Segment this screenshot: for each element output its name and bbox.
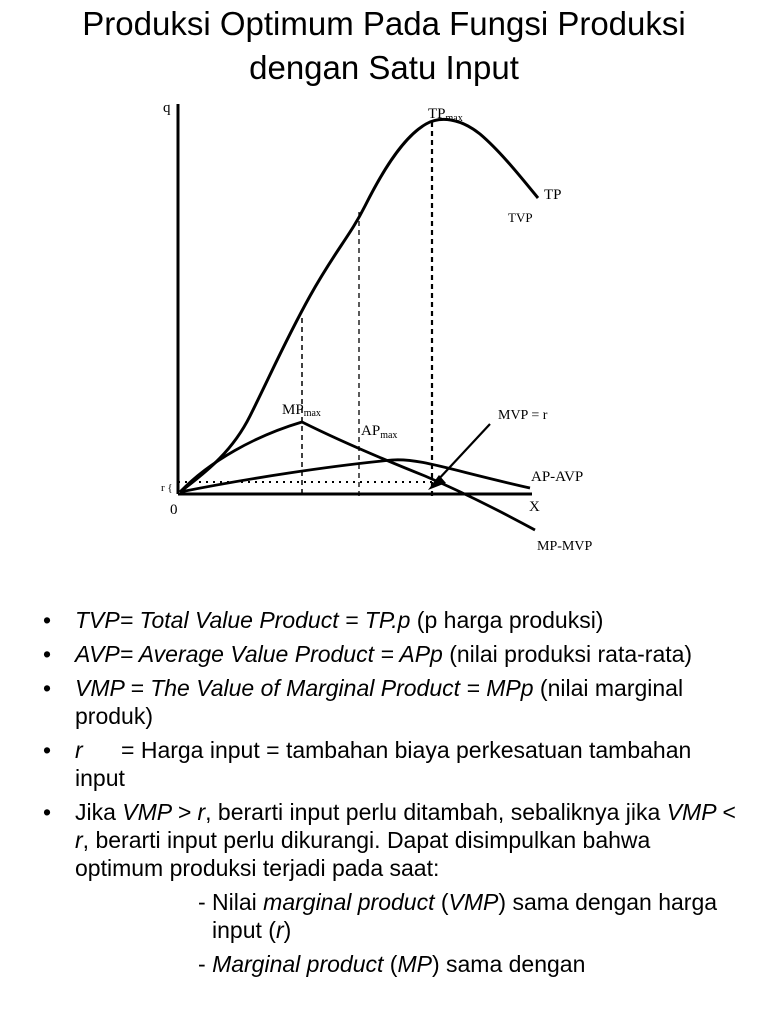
sub1-part-1: - Nilai [198,889,264,915]
subitem-mp-equals [75,950,740,978]
condition-vmp-greater: VMP > r [122,799,206,825]
definition-list [0,606,740,984]
bullet-avp-term: AVP= Average Value Product = APp [75,641,443,667]
ap-curve [180,460,530,492]
bullet-vmp [0,674,740,730]
bullet-dot: • [43,641,52,667]
bullet-r [0,736,740,792]
x-axis-label: X [529,499,540,515]
tp-max-main: TP [428,106,446,122]
r-axis-mark: r { [161,482,173,494]
bullet-vmp-term: VMP = The Value of Marginal Product = MPp [75,675,534,701]
sub1-term-3: r [275,917,284,943]
mp-mvp-label: MP-MVP [537,539,593,554]
ap-max-label [361,423,397,441]
condition-vmp-less: VMP < r [75,799,736,853]
bullet-dot: • [43,799,52,825]
sub1-part-4: ) [283,917,292,943]
bullet-dot: • [43,607,52,633]
tp-max-label [428,106,463,124]
sub1-part-2: ( [434,889,449,915]
bullet-r-desc: = Harga input = tambahan biaya perkesatuan tambahan input [75,737,698,791]
condition-part-3: , berarti input perlu dikurangi. Dapat disimpulkan bahwa optimum produksi terjadi pada saat: [75,827,651,881]
bullet-tvp-term: TVP= Total Value Product = TP.p [75,607,411,633]
subitem-vmp-equals-r [75,888,740,944]
sub1-part-3: ) sama dengan harga input ( [212,889,718,943]
production-function-diagram [160,96,620,558]
bullet-dot: • [43,737,52,763]
sub2-term-2: MP [397,951,432,977]
origin-label: 0 [170,502,178,518]
ap-avp-label: AP-AVP [531,469,584,485]
q-axis-label: q [163,100,171,116]
sub2-part-2: ( [383,951,398,977]
bullet-avp-desc: (nilai produksi rata-rata) [442,641,693,667]
bullet-tvp-desc: (p harga produksi) [410,607,604,633]
sub2-part-1: - [198,951,213,977]
tp-max-sub: max [445,113,463,124]
title-line-1: Produksi Optimum Pada Fungsi Produksi [82,5,686,42]
bullet-dot: • [43,675,52,701]
sub1-term-1: marginal product [263,889,435,915]
mp-max-sub: max [303,408,321,419]
bullet-avp [0,640,740,668]
tvp-label: TVP [508,210,533,225]
condition-part-2: , berarti input perlu ditambah, sebaliknya jika [205,799,667,825]
bullet-r-term: r [75,737,83,763]
mp-max-label [282,402,321,419]
title-line-2: dengan Satu Input [249,49,519,86]
bullet-vmp-desc: (nilai marginal produk) [75,675,684,729]
bullet-tvp [0,606,740,634]
page-title [0,2,768,90]
ap-max-sub: max [380,430,398,441]
sub1-term-2: VMP [448,889,499,915]
bullet-condition [0,798,740,978]
sub2-part-3: ) sama dengan [431,951,586,977]
ap-max-main: AP [361,423,381,439]
mvp-r-arrow [436,424,490,482]
condition-part-1: Jika [75,799,123,825]
mp-max-main: MP [282,402,304,418]
tp-label: TP [544,187,562,203]
mvp-r-label: MVP = r [498,408,548,423]
sub2-term-1: Marginal product [212,951,384,977]
